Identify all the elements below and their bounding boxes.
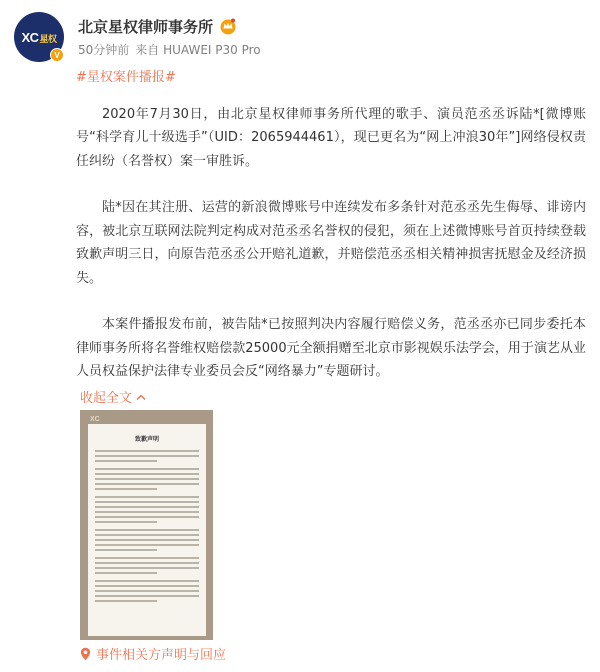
chevron-up-icon [136,393,146,401]
related-statement-link[interactable] [80,644,226,663]
verified-badge-icon: V [50,48,64,62]
location-pin-icon [80,647,91,661]
document-title: 致歉声明 [134,436,159,443]
post-content [76,66,586,407]
vip-crown-icon[interactable] [219,17,237,35]
post-source: 来自 HUAWEI P30 Pro [135,43,261,57]
author-row [78,14,237,38]
collapse-button[interactable] [80,387,146,406]
paragraph-3: 本案件播报发布前，被告陆*已按照判决内容履行赔偿义务，范丞丞亦已同步委托本律师事务所将名誉维权赔偿款25000元全额捐赠至北京市影视娱乐法学会，用于演艺从业人员权益保护法律专业委员会反“网络暴力”专题研讨。 [76,317,586,379]
collapse-label: 收起全文 [80,391,133,406]
link-label: 事件相关方声明与回应 [96,648,227,663]
paragraph-2: 陆*因在其注册、运营的新浪微博账号中连续发布多条针对范丞丞先生侮辱、诽谤内容，被北京互联网法院判定构成对范丞丞名誉权的侵犯，须在上述微博账号首页持续登载致歉声明三日，向原告范丞丞公开赔礼道歉，并赔偿范丞丞相关精神损害抚慰金及经济损失。 [76,200,586,286]
topic-hashtag[interactable]: #星权案件播报# [76,70,176,85]
document-image[interactable] [80,410,213,640]
document-page [88,424,206,636]
post-time[interactable]: 50分钟前 [78,43,130,57]
paragraph-1: 2020年7月30日，由北京星权律师事务所代理的歌手、演员范丞丞诉陆*[微博账号“科学育儿十级选手”（UID：2065944461），现已更名为“网上冲浪30年”]网络侵权责任纠纷（名誉权）案一审胜诉。 [76,106,586,169]
document-watermark: XC [90,416,100,423]
post-meta [78,41,261,58]
author-name[interactable]: 北京星权律师事务所 [78,17,214,36]
avatar-logo: XC星权 [21,29,57,45]
